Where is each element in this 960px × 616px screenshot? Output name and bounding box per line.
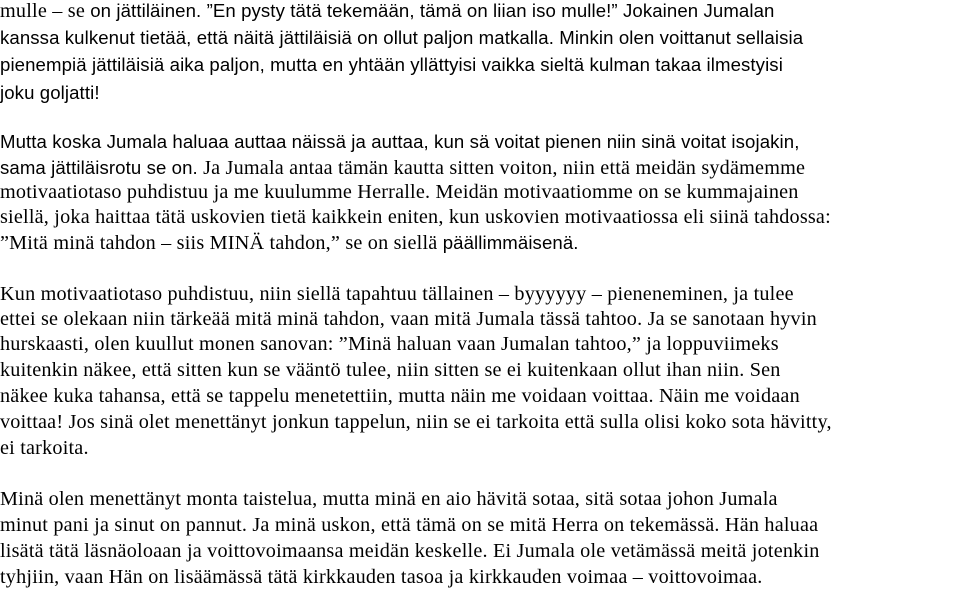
text-segment: ei tarkoita. (0, 437, 89, 459)
text-line (0, 410, 832, 434)
text-line (0, 384, 800, 408)
text-line (0, 205, 831, 229)
text-segment: tyhjiin, vaan Hän on lisäämässä tätä kirkkauden tasoa ja kirkkauden voimaa – voittovoimaa. (0, 566, 763, 588)
text-line (0, 436, 89, 460)
text-line (0, 358, 781, 382)
text-segment: mulle – se (0, 0, 91, 22)
text-line (0, 307, 817, 331)
text-segment: päällimmäisenä. (442, 232, 579, 253)
text-line (0, 0, 774, 23)
text-segment: voittaa! Jos sinä olet menettänyt jonkun tappelun, niin se ei tarkoita että sulla olisi koko sota hävitty, (0, 411, 832, 433)
text-segment: siellä, joka haittaa tätä uskovien tietä kaikkein eniten, kun uskovien motivaatiossa eli siinä tahdossa: (0, 206, 831, 228)
text-segment: Minä olen menettänyt monta taistelua, mutta minä en aio hävitä sotaa, sitä sotaa johon Jumala (0, 488, 778, 510)
text-segment: Ja Jumala antaa tämän kautta sitten voiton, niin että meidän sydämemme (203, 157, 806, 179)
text-line (0, 332, 779, 356)
text-segment: kuitenkin näkee, että sitten kun se vääntö tulee, niin sitten se ei kuitenkaan ollut ihan niin. Sen (0, 359, 781, 381)
text-segment: Kun motivaatiotaso puhdistuu, niin siellä tapahtuu tällainen – byyyyyy – pieneneminen, ja tulee (0, 283, 794, 305)
text-segment: hurskaasti, olen kuullut monen sanovan: ”Minä haluan vaan Jumalan tahtoo,” ja loppuviimeks (0, 333, 779, 355)
text-segment: Mutta koska Jumala haluaa auttaa näissä ja auttaa, kun sä voitat pienen niin sinä voitat isojakin, (0, 131, 800, 152)
text-line (0, 565, 762, 589)
text-segment: minut pani ja sinut on pannut. Ja minä uskon, että tämä on se mitä Herra on tekemässä. Hän haluaa (0, 514, 819, 536)
text-line (0, 81, 100, 105)
text-segment: joku goljatti! (0, 82, 100, 103)
text-segment: on jättiläinen. ”En pysty tätä tekemään, tämä on liian iso mulle!” Jokainen Jumalan (90, 0, 775, 21)
text-segment: motivaatiotaso puhdistuu ja me kuulumme Herralle. Meidän motivaatiomme on se kummajainen (0, 181, 799, 203)
text-line (0, 282, 794, 306)
text-line (0, 130, 799, 154)
text-segment: lisätä tätä läsnäoloaan ja voittovoimaansa meidän keskelle. Ei Jumala ole vetämässä meitä jotenkin (0, 540, 820, 562)
text-segment: sama jättiläisrotu se on. (0, 157, 204, 178)
text-line (0, 487, 778, 511)
text-segment: ”Mitä minä tahdon – siis MINÄ tahdon,” se on siellä (0, 232, 443, 254)
text-line (0, 156, 805, 180)
text-line (0, 26, 803, 50)
text-segment: kanssa kulkenut tietää, että näitä jättiläisiä on ollut paljon matkalla. Minkin olen voittanut sellaisia (0, 27, 804, 48)
text-segment: ettei se olekaan niin tärkeää mitä minä tahdon, vaan mitä Jumala tässä tahtoo. Ja se sanotaan hyvin (0, 308, 817, 330)
text-line (0, 513, 818, 537)
text-line (0, 53, 783, 77)
text-line (0, 231, 579, 255)
text-segment: näkee kuka tahansa, että se tappelu menetettiin, mutta näin me voidaan voittaa. Näin me voidaan (0, 385, 800, 407)
text-line (0, 180, 799, 204)
text-line (0, 539, 820, 563)
text-segment: pienempiä jättiläisiä aika paljon, mutta en yhtään yllättyisi vaikka sieltä kulman takaa ilmestyisi (0, 54, 783, 75)
